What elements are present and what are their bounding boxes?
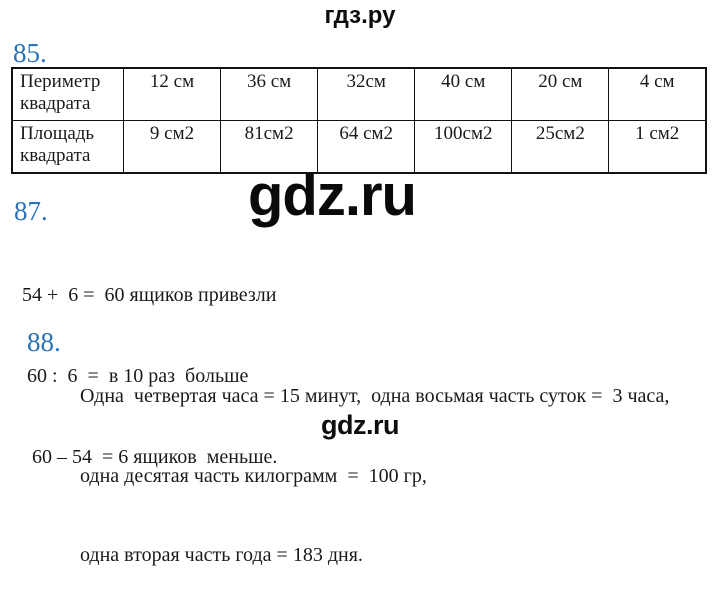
table-cell: 25см2 xyxy=(512,121,609,174)
row-label-perimeter: Периметр квадрата xyxy=(12,68,124,121)
problem-85-number: 85. xyxy=(13,38,47,68)
gdz-watermark: gdz.ru xyxy=(248,163,416,228)
table-cell: 36 см xyxy=(221,68,318,121)
table-cell: 4 см xyxy=(609,68,706,121)
site-brand-header: гдз.ру xyxy=(324,2,396,29)
table-row-perimeter xyxy=(12,68,706,121)
square-perimeter-area-table xyxy=(11,67,707,174)
problem-87-number: 87. xyxy=(14,196,48,226)
row-label-area: Площадь квадрата xyxy=(12,121,124,174)
solution-line: Одна четвертая часа = 15 минут, одна восьмая часть суток = 3 часа, xyxy=(80,385,670,407)
table-cell: 20 см xyxy=(512,68,609,121)
table-cell: 100см2 xyxy=(415,121,512,174)
solution-line: 60 : 6 = в 10 раз больше xyxy=(22,365,249,387)
table-cell: 81см2 xyxy=(221,121,318,174)
table-cell: 40 см xyxy=(415,68,512,121)
solution-line: 54 + 6 = 60 ящиков привезли xyxy=(22,284,277,306)
table-cell: 32см xyxy=(318,68,415,121)
solution-line: одна вторая часть года = 183 дня. xyxy=(80,544,363,566)
table-cell: 9 см2 xyxy=(124,121,221,174)
problem-88-number: 88. xyxy=(27,327,61,357)
solution-line: 60 – 54 = 6 ящиков меньше. xyxy=(22,446,278,468)
site-brand-footer: gdz.ru xyxy=(321,410,399,440)
problem-88-solution xyxy=(80,330,669,595)
table-cell: 12 см xyxy=(124,68,221,121)
table-cell: 64 см2 xyxy=(318,121,415,174)
table-cell: 1 см2 xyxy=(609,121,706,174)
solution-line: одна десятая часть килограмм = 100 гр, xyxy=(80,464,427,487)
